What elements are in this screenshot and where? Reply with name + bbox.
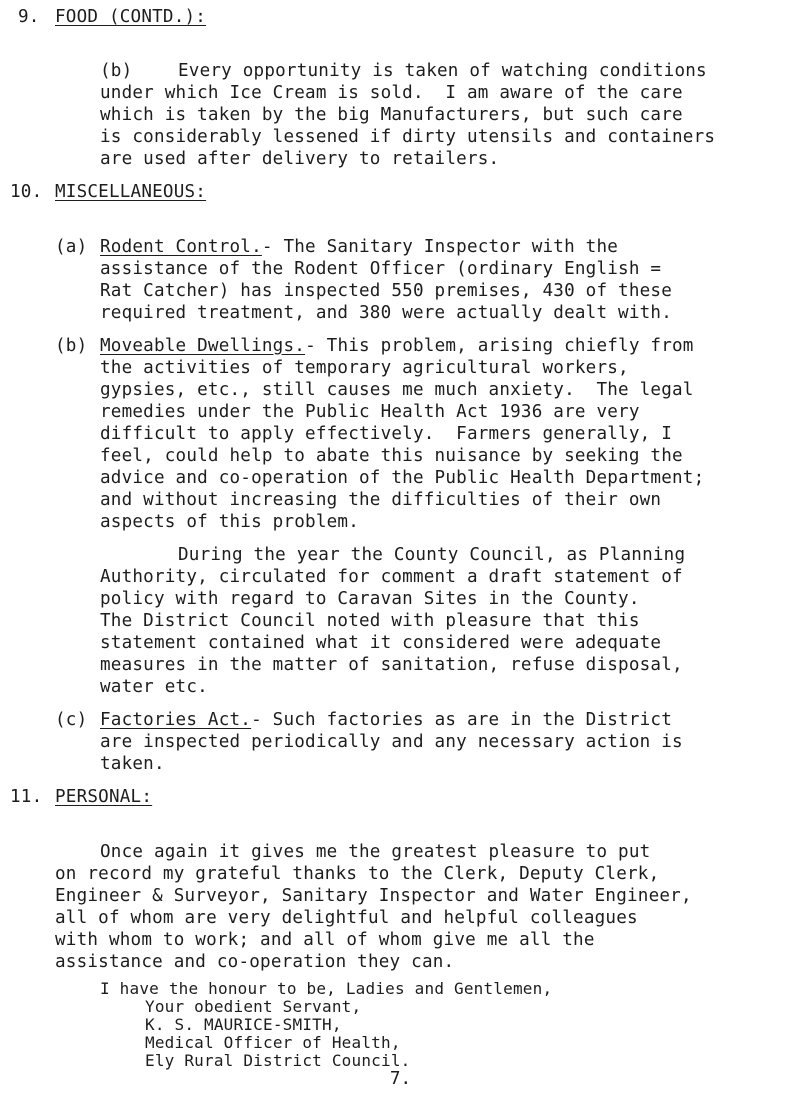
section-9-b-line-5: are used after delivery to retailers. — [100, 149, 500, 169]
closing-honour: I have the honour to be, Ladies and Gentlemen, — [100, 979, 553, 998]
section-10-b-line-6: feel, could help to abate this nuisance by seeking the — [100, 446, 683, 466]
section-10-b-label: (b) — [55, 336, 88, 356]
section-9-b-line-1: Every opportunity is taken of watching conditions — [178, 61, 707, 81]
section-10-a-line-3: Rat Catcher) has inspected 550 premises, 430 of these — [100, 281, 672, 301]
section-10-b-line-5: difficult to apply effectively. Farmers generally, I — [100, 424, 672, 444]
section-10-c-title: Factories Act. — [100, 710, 252, 730]
section-9-heading: FOOD (CONTD.): — [55, 7, 207, 27]
section-10-c-line-2: are inspected periodically and any necessary action is — [100, 732, 683, 752]
section-11-line-4: all of whom are very delightful and helpful colleagues — [55, 908, 638, 928]
section-10-c-title-line — [100, 709, 672, 731]
section-11-line-5: with whom to work; and all of whom give me all the — [55, 930, 595, 950]
section-10-b-line-7: advice and co-operation of the Public Health Department; — [100, 468, 705, 488]
section-10-b-line-2: the activities of temporary agricultural workers, — [100, 358, 629, 378]
section-10-b-line-3: gypsies, etc., still causes me much anxiety. The legal — [100, 380, 694, 400]
section-9-b-line-2: under which Ice Cream is sold. I am aware of the care — [100, 83, 683, 103]
closing-servant: Your obedient Servant, — [145, 997, 362, 1016]
section-10-b-p2-line-5: statement contained what it considered were adequate — [100, 633, 662, 653]
section-10-a-line-2: assistance of the Rodent Officer (ordinary English = — [100, 259, 662, 279]
section-10-b-p2-line-3: policy with regard to Caravan Sites in the County. — [100, 589, 640, 609]
section-10-a-label: (a) — [55, 237, 88, 257]
section-10-b-line-1: - This problem, arising chiefly from — [305, 336, 694, 356]
section-10-a-title: Rodent Control. — [100, 237, 262, 257]
section-9-number: 9. — [18, 7, 40, 27]
section-11-heading: PERSONAL: — [55, 787, 153, 807]
section-10-b-p2-line-7: water etc. — [100, 677, 208, 697]
closing-title-2: Ely Rural District Council. — [145, 1051, 411, 1070]
section-11-line-6: assistance and co-operation they can. — [55, 952, 455, 972]
section-10-c-line-1: - Such factories as are in the District — [251, 710, 672, 730]
closing-name: K. S. MAURICE-SMITH, — [145, 1015, 342, 1034]
section-10-heading: MISCELLANEOUS: — [55, 182, 207, 202]
section-10-b-title: Moveable Dwellings. — [100, 336, 306, 356]
page-number: 7. — [389, 1069, 412, 1089]
section-10-b-line-4: remedies under the Public Health Act 1936 are very — [100, 402, 640, 422]
closing-title-1: Medical Officer of Health, — [145, 1033, 401, 1052]
section-11-line-2: on record my grateful thanks to the Clerk, Deputy Clerk, — [55, 864, 660, 884]
section-10-b-p2-line-2: Authority, circulated for comment a draft statement of — [100, 567, 683, 587]
section-9-b-line-3: which is taken by the big Manufacturers, but such care — [100, 105, 683, 125]
section-10-c-label: (c) — [55, 710, 88, 730]
section-10-b-p2-line-4: The District Council noted with pleasure that this — [100, 611, 640, 631]
section-11-number: 11. — [10, 787, 43, 807]
section-10-b-p2-line-1: During the year the County Council, as Planning — [178, 545, 686, 565]
section-10-a-title-line — [100, 236, 618, 258]
section-11-line-1: Once again it gives me the greatest pleasure to put — [100, 842, 651, 862]
section-9-b-label: (b) — [100, 61, 133, 81]
section-10-c-line-3: taken. — [100, 754, 165, 774]
section-10-a-line-1: - The Sanitary Inspector with the — [261, 237, 619, 257]
section-10-b-title-line — [100, 335, 694, 357]
section-9-b-line-4: is considerably lessened if dirty utensils and containers — [100, 127, 716, 147]
section-10-a-line-4: required treatment, and 380 were actually dealt with. — [100, 303, 672, 323]
section-11-line-3: Engineer & Surveyor, Sanitary Inspector and Water Engineer, — [55, 886, 692, 906]
section-10-b-line-8: and without increasing the difficulties of their own — [100, 490, 662, 510]
section-10-b-p2-line-6: measures in the matter of sanitation, refuse disposal, — [100, 655, 683, 675]
section-10-b-line-9: aspects of this problem. — [100, 512, 360, 532]
section-10-number: 10. — [10, 182, 43, 202]
